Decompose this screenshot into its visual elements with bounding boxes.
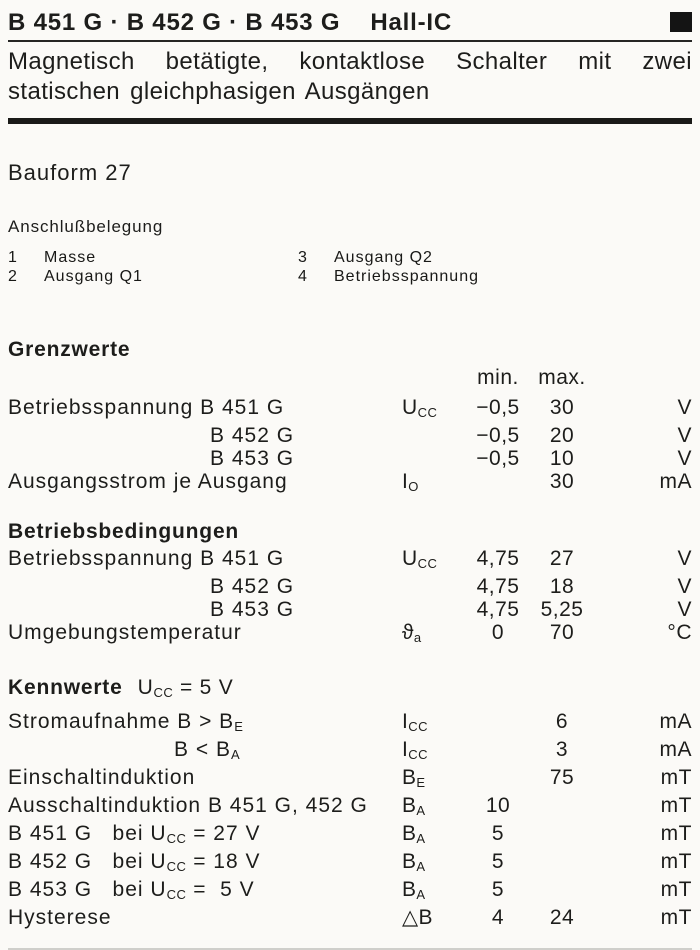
spec-max: 20 [549, 424, 575, 447]
spec-max [524, 878, 600, 906]
spec-symbol: $B_A$ [402, 822, 426, 846]
column-header-row [8, 367, 692, 389]
spec-row [8, 822, 692, 850]
spec-unit: mA [659, 710, 692, 733]
spec-unit: mA [659, 738, 692, 761]
spec-max [524, 822, 600, 850]
spec-min [472, 738, 524, 766]
grenzwerte-rows [8, 396, 692, 498]
spec-symbol: $B_E$ [402, 766, 426, 790]
spec-label: Ausschaltinduktion B 451 G, 452 G [8, 794, 368, 817]
spec-symbol [402, 906, 472, 929]
spec-symbol: $U_{CC}$ [402, 547, 438, 571]
spec-label: $B < B_A$ [174, 738, 241, 762]
spec-unit: °C [667, 621, 692, 644]
spec-symbol: $B_A$ [402, 878, 426, 902]
spec-min: 4,75 [476, 598, 520, 621]
kennwerte-rows [8, 710, 692, 929]
spec-min: 5 [491, 822, 505, 845]
spec-label: Hysterese [8, 906, 112, 929]
spec-label: Einschaltinduktion [8, 766, 196, 789]
datasheet-page [0, 8, 700, 950]
spec-max: 27 [549, 547, 575, 570]
spec-min: 5 [491, 850, 505, 873]
spec-row [8, 621, 692, 649]
spec-row [8, 470, 692, 498]
title-divider [8, 40, 692, 42]
spec-symbol: $I_{CC}$ [402, 710, 429, 734]
spec-unit: V [677, 424, 692, 447]
spec-unit: V [677, 598, 692, 621]
pin-label: Betriebsspannung [334, 268, 479, 285]
subtitle-line-2: statischen gleichphasigen Ausgängen [8, 78, 430, 105]
spec-min [472, 470, 524, 498]
spec-label: B 452 G [210, 424, 295, 447]
spec-min: 0 [491, 621, 505, 644]
pinout-table [8, 248, 692, 286]
spec-symbol: $I_{CC}$ [402, 738, 429, 762]
spec-row [8, 710, 692, 738]
pin-label: Ausgang Q2 [334, 249, 433, 266]
spec-min: −0,5 [476, 424, 520, 447]
spec-min: 4,75 [476, 547, 520, 570]
spec-max: 10 [549, 447, 575, 470]
section-heading-grenzwerte: Grenzwerte [8, 338, 131, 361]
spec-row [8, 738, 692, 766]
column-header-max: max. [538, 366, 586, 389]
spec-max: 6 [555, 710, 569, 733]
page-subtitle [8, 47, 692, 107]
spec-label: Ausgangsstrom je Ausgang [8, 470, 288, 493]
pinout-heading: Anschlußbelegung [8, 217, 164, 236]
pin-label: Masse [44, 249, 97, 266]
spec-max: 24 [549, 906, 575, 929]
spec-max [524, 850, 600, 878]
spec-label: B 453 G [210, 598, 295, 621]
spec-unit: V [677, 447, 692, 470]
spec-unit: mA [659, 470, 692, 493]
spec-symbol: $I_O$ [402, 470, 419, 494]
spec-min [472, 710, 524, 738]
section-heading-betriebsbedingungen: Betriebsbedingungen [8, 520, 240, 543]
spec-label: Betriebsspannung B 451 G [8, 396, 285, 419]
spec-max: 75 [549, 766, 575, 789]
spec-unit: mT [660, 878, 692, 901]
product-name: Hall-IC [370, 9, 453, 36]
spec-unit: mT [660, 850, 692, 873]
pin-number: 1 [8, 249, 18, 266]
pin-number: 2 [8, 268, 18, 285]
black-square-marker-icon [670, 12, 692, 32]
page-title: B 451 G · B 452 G · B 453 G [8, 9, 341, 36]
spec-row [8, 598, 692, 621]
spec-symbol [402, 598, 472, 621]
spec-max [524, 794, 600, 822]
spec-unit: mT [660, 822, 692, 845]
spec-label: B 453 G bei $U_{CC} = 5$ V [8, 878, 255, 902]
column-header-min: min. [477, 366, 519, 389]
spec-label: Stromaufnahme $B > B_E$ [8, 710, 244, 734]
spec-row [8, 794, 692, 822]
spec-max: 18 [549, 575, 575, 598]
spec-symbol: $ϑ_a$ [402, 621, 422, 645]
spec-unit: V [677, 575, 692, 598]
spec-symbol [402, 424, 472, 447]
spec-min: 4 [491, 906, 505, 929]
spec-row [8, 878, 692, 906]
spec-label: B 452 G [210, 575, 295, 598]
pin-number: 3 [298, 249, 308, 266]
bauform-label: Bauform 27 [8, 160, 132, 185]
spec-max: 5,25 [540, 598, 584, 621]
spec-max: 70 [549, 621, 575, 644]
spec-symbol [402, 575, 472, 598]
spec-label: Betriebsspannung B 451 G [8, 547, 285, 570]
spec-label: B 452 G bei $U_{CC} = 18$ V [8, 850, 261, 874]
subtitle-line-1: Magnetisch betätigte, kontaktlose Schalter mit zwei [8, 48, 692, 75]
spec-symbol [402, 447, 472, 470]
delta-b-symbol: △B [402, 906, 433, 929]
kennwerte-condition: $U_{CC} = 5$ V [137, 676, 234, 700]
spec-min: 4,75 [476, 575, 520, 598]
spec-row [8, 424, 692, 447]
spec-unit: mT [660, 766, 692, 789]
spec-row [8, 850, 692, 878]
spec-symbol: $B_A$ [402, 850, 426, 874]
spec-label: Umgebungstemperatur [8, 621, 242, 644]
spec-label: B 451 G bei $U_{CC} = 27$ V [8, 822, 261, 846]
spec-row [8, 906, 692, 929]
spec-unit: mT [660, 794, 692, 817]
spec-max: 3 [555, 738, 569, 761]
pin-number: 4 [298, 268, 308, 285]
spec-label: B 453 G [210, 447, 295, 470]
spec-unit: V [677, 396, 692, 419]
pin-label: Ausgang Q1 [44, 268, 143, 285]
spec-symbol: $B_A$ [402, 794, 426, 818]
spec-symbol: $U_{CC}$ [402, 396, 438, 420]
spec-max: 30 [549, 396, 575, 419]
spec-min [472, 766, 524, 794]
spec-max: 30 [549, 470, 575, 493]
spec-row [8, 575, 692, 598]
spec-unit: V [677, 547, 692, 570]
spec-min: 5 [491, 878, 505, 901]
header-divider [8, 118, 692, 124]
spec-min: 10 [485, 794, 511, 817]
spec-min: −0,5 [476, 396, 520, 419]
spec-min: −0,5 [476, 447, 520, 470]
title-row [8, 8, 692, 40]
section-heading-kennwerte: Kennwerte $U_{CC} = 5$ V [8, 676, 234, 700]
betriebsbedingungen-rows [8, 547, 692, 649]
spec-row [8, 447, 692, 470]
spec-unit: mT [660, 906, 692, 929]
spec-row [8, 547, 692, 575]
spec-row [8, 396, 692, 424]
spec-row [8, 766, 692, 794]
